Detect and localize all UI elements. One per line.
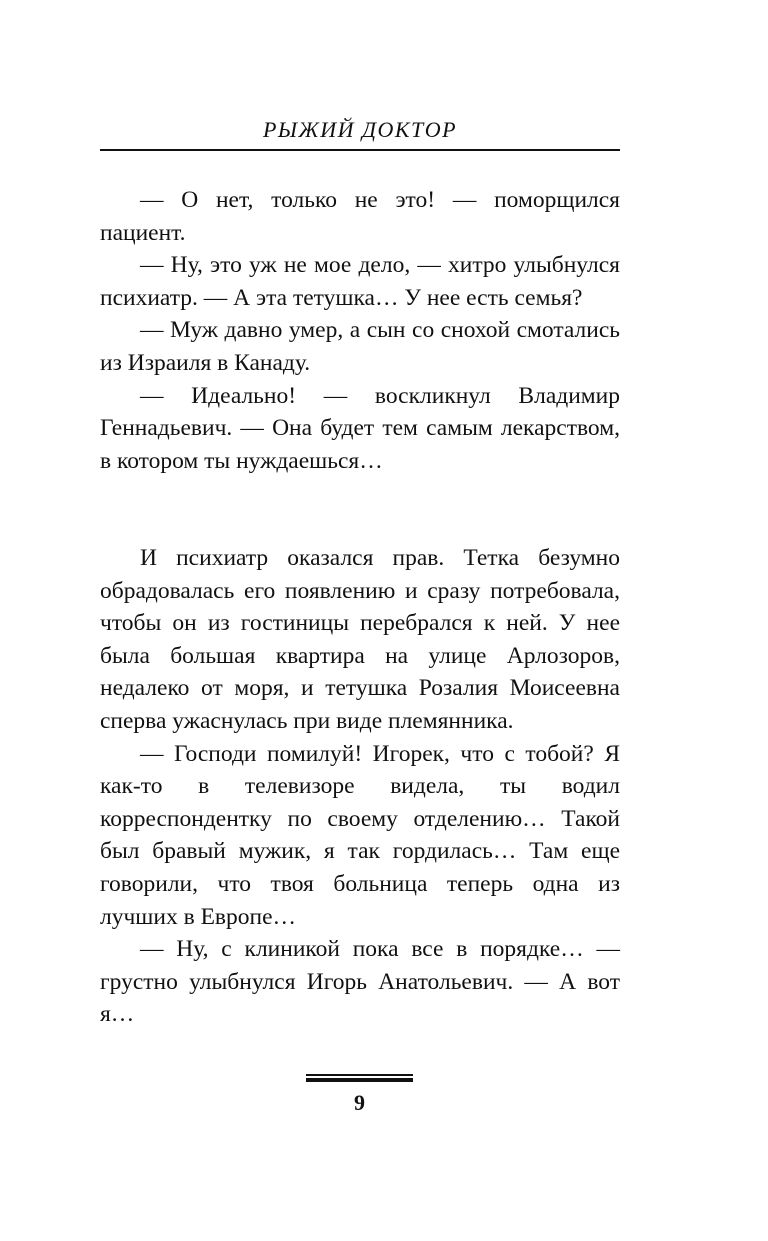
header-rule (100, 149, 620, 151)
paragraph: — Ну, с клиникой пока все в порядке… — грустно улыбнулся Игорь Анатольевич. — А вот я… (100, 936, 620, 1028)
paragraph: — Идеально! — воскликнул Владимир Геннадьевич. — Она будет тем самым лекарством, в котором ты нуждаешься… (100, 382, 620, 474)
page-number: 9 (354, 1090, 365, 1115)
paragraph: — Муж давно умер, а сын со снохой смотались из Израиля в Канаду. (100, 317, 620, 376)
running-head: РЫЖИЙ ДОКТОР (262, 117, 458, 142)
paragraph: — Ну, это уж не мое дело, — хитро улыбнулся психиатр. — А эта тетушка… У нее есть семья? (100, 252, 620, 311)
folio-rule-thin (306, 1074, 413, 1076)
paragraph: — О нет, только не это! — поморщился пациент. (100, 187, 620, 246)
paragraph: И психиатр оказался прав. Тетка безумно обрадовалась его появлению и сразу потребовала, чтобы он из гостиницы перебрался к ней. У нее была большая квартира на улице Арлозоров, недалеко от моря, и тетушка Розалия Моисеевна сперва ужаснулась при виде племянника. (100, 545, 620, 734)
paragraph: — Господи помилуй! Игорек, что с тобой? Я как-то в телевизоре видела, ты водил корреспондентку по своему отделению… Такой был бравый мужик, я так гордилась… Там еще говорили, что твоя больница теперь одна из лучших в Европе… (100, 740, 620, 930)
folio-rule-thick (306, 1078, 413, 1082)
text-section-1 (100, 184, 620, 477)
text-section-2 (100, 542, 620, 1031)
